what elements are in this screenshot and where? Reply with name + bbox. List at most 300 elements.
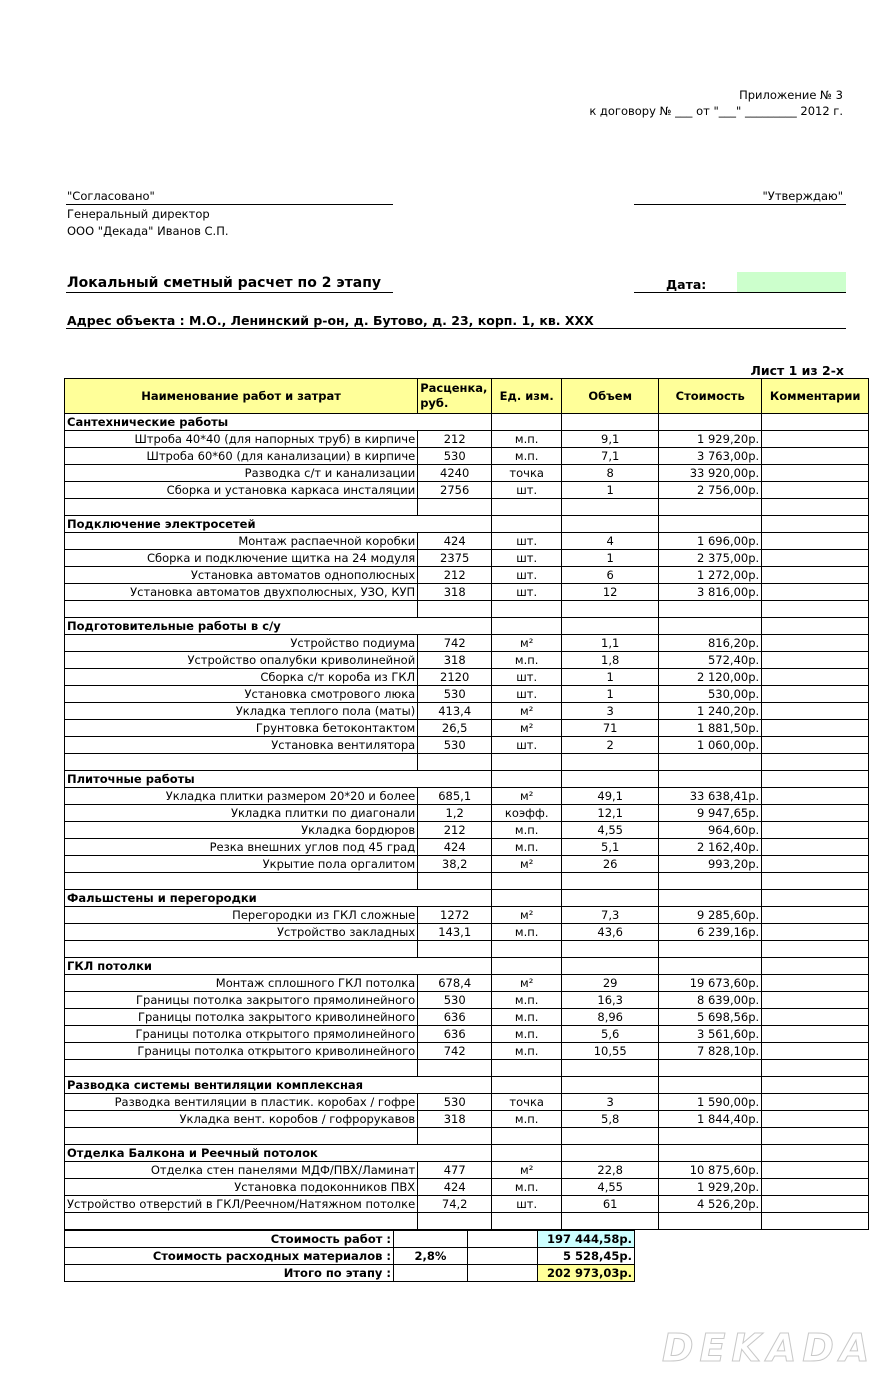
item-unit: шт. bbox=[492, 737, 562, 754]
blank-cell bbox=[65, 754, 418, 771]
section-cell bbox=[762, 958, 869, 975]
blank-cell bbox=[659, 601, 762, 618]
table-row bbox=[65, 788, 869, 805]
table-row bbox=[65, 635, 869, 652]
item-comment bbox=[762, 924, 869, 941]
section-title: Подключение электросетей bbox=[65, 516, 492, 533]
section-cell bbox=[659, 516, 762, 533]
item-cost: 1 060,00р. bbox=[659, 737, 762, 754]
blank-row bbox=[65, 1213, 869, 1230]
item-rate: 685,1 bbox=[418, 788, 492, 805]
item-name: Грунтовка бетоконтактом bbox=[65, 720, 418, 737]
item-unit: коэфф. bbox=[492, 805, 562, 822]
item-comment bbox=[762, 533, 869, 550]
blank-cell bbox=[659, 1213, 762, 1230]
section-cell bbox=[762, 618, 869, 635]
item-rate: 2120 bbox=[418, 669, 492, 686]
section-row bbox=[65, 1077, 869, 1094]
item-name: Границы потолка закрытого прямолинейного bbox=[65, 992, 418, 1009]
section-title: ГКЛ потолки bbox=[65, 958, 492, 975]
item-volume: 29 bbox=[562, 975, 659, 992]
blank-cell bbox=[65, 1128, 418, 1145]
item-cost: 19 673,60р. bbox=[659, 975, 762, 992]
director-name: ООО "Декада" Иванов С.П. bbox=[67, 224, 229, 238]
item-name: Перегородки из ГКЛ сложные bbox=[65, 907, 418, 924]
item-cost: 6 239,16р. bbox=[659, 924, 762, 941]
item-volume: 7,1 bbox=[562, 448, 659, 465]
item-comment bbox=[762, 1009, 869, 1026]
item-unit: шт. bbox=[492, 550, 562, 567]
blank-cell bbox=[762, 873, 869, 890]
item-name: Штроба 60*60 (для канализации) в кирпиче bbox=[65, 448, 418, 465]
section-cell bbox=[492, 618, 562, 635]
item-comment bbox=[762, 448, 869, 465]
table-row bbox=[65, 652, 869, 669]
table-row bbox=[65, 448, 869, 465]
item-cost: 33 920,00р. bbox=[659, 465, 762, 482]
blank-cell bbox=[492, 941, 562, 958]
item-volume: 4 bbox=[562, 533, 659, 550]
column-header-cost: Стоимость bbox=[659, 379, 762, 414]
item-rate: 318 bbox=[418, 652, 492, 669]
section-cell bbox=[562, 771, 659, 788]
item-name: Установка смотрового люка bbox=[65, 686, 418, 703]
blank-cell bbox=[65, 1060, 418, 1077]
item-comment bbox=[762, 431, 869, 448]
table-row bbox=[65, 550, 869, 567]
blank-cell bbox=[762, 499, 869, 516]
item-comment bbox=[762, 465, 869, 482]
item-cost: 2 375,00р. bbox=[659, 550, 762, 567]
item-cost: 2 162,40р. bbox=[659, 839, 762, 856]
table-row bbox=[65, 584, 869, 601]
item-comment bbox=[762, 1043, 869, 1060]
item-rate: 26,5 bbox=[418, 720, 492, 737]
work-cost-value: 197 444,58р. bbox=[538, 1231, 635, 1248]
blank-cell bbox=[418, 499, 492, 516]
item-cost: 3 561,60р. bbox=[659, 1026, 762, 1043]
item-name: Разводка с/т и канализации bbox=[65, 465, 418, 482]
section-cell bbox=[562, 958, 659, 975]
stage-total-label: Итого по этапу : bbox=[65, 1265, 394, 1282]
item-rate: 742 bbox=[418, 1043, 492, 1060]
item-cost: 9 947,65р. bbox=[659, 805, 762, 822]
section-cell bbox=[492, 516, 562, 533]
blank-row bbox=[65, 754, 869, 771]
table-row bbox=[65, 1009, 869, 1026]
item-rate: 318 bbox=[418, 584, 492, 601]
item-rate: 38,2 bbox=[418, 856, 492, 873]
stage-total-row bbox=[65, 1265, 635, 1282]
section-cell bbox=[762, 1077, 869, 1094]
estimate-table bbox=[64, 378, 869, 1230]
item-volume: 1,1 bbox=[562, 635, 659, 652]
section-cell bbox=[562, 1077, 659, 1094]
materials-blank bbox=[468, 1248, 538, 1265]
item-volume: 2 bbox=[562, 737, 659, 754]
section-title: Сантехнические работы bbox=[65, 414, 492, 431]
item-name: Устройство отверстий в ГКЛ/Реечном/Натяжном потолке bbox=[65, 1196, 418, 1213]
item-volume: 16,3 bbox=[562, 992, 659, 1009]
blank-cell bbox=[65, 601, 418, 618]
materials-cost-label: Стоимость расходных материалов : bbox=[65, 1248, 394, 1265]
item-name: Границы потолка закрытого криволинейного bbox=[65, 1009, 418, 1026]
section-row bbox=[65, 414, 869, 431]
item-rate: 424 bbox=[418, 533, 492, 550]
item-rate: 530 bbox=[418, 448, 492, 465]
item-volume: 4,55 bbox=[562, 822, 659, 839]
item-rate: 424 bbox=[418, 839, 492, 856]
table-row bbox=[65, 737, 869, 754]
blank-cell bbox=[562, 1060, 659, 1077]
item-cost: 7 828,10р. bbox=[659, 1043, 762, 1060]
item-name: Установка подоконников ПВХ bbox=[65, 1179, 418, 1196]
table-row bbox=[65, 1196, 869, 1213]
item-cost: 530,00р. bbox=[659, 686, 762, 703]
item-volume: 10,55 bbox=[562, 1043, 659, 1060]
table-row bbox=[65, 1043, 869, 1060]
blank-cell bbox=[762, 1060, 869, 1077]
item-rate: 74,2 bbox=[418, 1196, 492, 1213]
item-unit: шт. bbox=[492, 686, 562, 703]
item-unit: м² bbox=[492, 907, 562, 924]
item-comment bbox=[762, 635, 869, 652]
item-name: Монтаж распаечной коробки bbox=[65, 533, 418, 550]
item-volume: 5,8 bbox=[562, 1111, 659, 1128]
section-cell bbox=[762, 414, 869, 431]
item-name: Границы потолка открытого криволинейного bbox=[65, 1043, 418, 1060]
item-comment bbox=[762, 1111, 869, 1128]
item-unit: м.п. bbox=[492, 431, 562, 448]
item-name: Сборка и подключение щитка на 24 модуля bbox=[65, 550, 418, 567]
section-cell bbox=[659, 1077, 762, 1094]
item-name: Укладка вент. коробов / гофрорукавов bbox=[65, 1111, 418, 1128]
table-row bbox=[65, 805, 869, 822]
section-cell bbox=[492, 890, 562, 907]
work-cost-blank bbox=[394, 1231, 468, 1248]
blank-cell bbox=[418, 941, 492, 958]
blank-cell bbox=[562, 499, 659, 516]
blank-cell bbox=[762, 754, 869, 771]
column-header-volume: Объем bbox=[562, 379, 659, 414]
item-volume: 71 bbox=[562, 720, 659, 737]
item-unit: м.п. bbox=[492, 924, 562, 941]
table-header-row bbox=[65, 379, 869, 414]
item-comment bbox=[762, 1179, 869, 1196]
item-volume: 22,8 bbox=[562, 1162, 659, 1179]
stage-total-blank2 bbox=[468, 1265, 538, 1282]
item-name: Установка автоматов двухполюсных, УЗО, КУП bbox=[65, 584, 418, 601]
section-cell bbox=[659, 414, 762, 431]
item-cost: 33 638,41р. bbox=[659, 788, 762, 805]
item-rate: 424 bbox=[418, 1179, 492, 1196]
blank-cell bbox=[562, 754, 659, 771]
section-title: Разводка системы вентиляции комплексная bbox=[65, 1077, 492, 1094]
table-row bbox=[65, 1111, 869, 1128]
blank-cell bbox=[418, 1213, 492, 1230]
item-name: Резка внешних углов под 45 град bbox=[65, 839, 418, 856]
section-cell bbox=[659, 890, 762, 907]
item-cost: 1 272,00р. bbox=[659, 567, 762, 584]
column-header-rate: Расценка, руб. bbox=[418, 379, 492, 414]
item-rate: 2756 bbox=[418, 482, 492, 499]
contract-reference: к договору № ___ от "___" _________ 2012 г. bbox=[589, 104, 843, 118]
company-logo: DEKADA bbox=[662, 1326, 876, 1370]
item-volume: 4,55 bbox=[562, 1179, 659, 1196]
item-name: Границы потолка открытого прямолинейного bbox=[65, 1026, 418, 1043]
date-field[interactable] bbox=[737, 272, 846, 292]
blank-cell bbox=[762, 601, 869, 618]
section-row bbox=[65, 771, 869, 788]
item-volume: 61 bbox=[562, 1196, 659, 1213]
item-cost: 10 875,60р. bbox=[659, 1162, 762, 1179]
blank-cell bbox=[492, 1213, 562, 1230]
item-comment bbox=[762, 1196, 869, 1213]
item-comment bbox=[762, 805, 869, 822]
column-header-unit: Ед. изм. bbox=[492, 379, 562, 414]
item-comment bbox=[762, 669, 869, 686]
table-row bbox=[65, 669, 869, 686]
item-comment bbox=[762, 839, 869, 856]
work-cost-blank2 bbox=[468, 1231, 538, 1248]
item-name: Отделка стен панелями МДФ/ПВХ/Ламинат bbox=[65, 1162, 418, 1179]
table-row bbox=[65, 720, 869, 737]
table-row bbox=[65, 907, 869, 924]
item-cost: 1 696,00р. bbox=[659, 533, 762, 550]
item-volume: 1 bbox=[562, 669, 659, 686]
blank-cell bbox=[762, 1128, 869, 1145]
agreed-signature-line bbox=[66, 204, 393, 205]
section-row bbox=[65, 958, 869, 975]
section-cell bbox=[562, 516, 659, 533]
item-comment bbox=[762, 703, 869, 720]
table-row bbox=[65, 839, 869, 856]
item-unit: шт. bbox=[492, 567, 562, 584]
totals-table bbox=[64, 1230, 635, 1282]
section-cell bbox=[562, 414, 659, 431]
item-comment bbox=[762, 652, 869, 669]
table-row bbox=[65, 992, 869, 1009]
item-name: Штроба 40*40 (для напорных труб) в кирпиче bbox=[65, 431, 418, 448]
item-unit: шт. bbox=[492, 533, 562, 550]
table-row bbox=[65, 1162, 869, 1179]
date-underline bbox=[634, 292, 846, 293]
section-cell bbox=[562, 618, 659, 635]
materials-cost-value: 5 528,45р. bbox=[538, 1248, 635, 1265]
blank-cell bbox=[659, 754, 762, 771]
section-cell bbox=[562, 1145, 659, 1162]
item-name: Устройство подиума bbox=[65, 635, 418, 652]
item-volume: 3 bbox=[562, 703, 659, 720]
item-cost: 964,60р. bbox=[659, 822, 762, 839]
item-volume: 26 bbox=[562, 856, 659, 873]
item-rate: 1272 bbox=[418, 907, 492, 924]
blank-row bbox=[65, 941, 869, 958]
blank-cell bbox=[65, 941, 418, 958]
blank-row bbox=[65, 499, 869, 516]
blank-row bbox=[65, 601, 869, 618]
blank-cell bbox=[418, 601, 492, 618]
blank-cell bbox=[659, 499, 762, 516]
blank-cell bbox=[659, 1128, 762, 1145]
approve-label: "Утверждаю" bbox=[762, 189, 843, 203]
approve-signature-line bbox=[634, 204, 846, 205]
item-cost: 1 590,00р. bbox=[659, 1094, 762, 1111]
blank-cell bbox=[562, 1213, 659, 1230]
item-rate: 742 bbox=[418, 635, 492, 652]
section-cell bbox=[659, 1145, 762, 1162]
item-rate: 477 bbox=[418, 1162, 492, 1179]
blank-cell bbox=[492, 1128, 562, 1145]
section-cell bbox=[762, 890, 869, 907]
item-rate: 636 bbox=[418, 1026, 492, 1043]
table-row bbox=[65, 567, 869, 584]
item-rate: 530 bbox=[418, 686, 492, 703]
table-row bbox=[65, 1179, 869, 1196]
item-name: Сборка с/т короба из ГКЛ bbox=[65, 669, 418, 686]
stage-total-value: 202 973,03р. bbox=[538, 1265, 635, 1282]
item-cost: 1 881,50р. bbox=[659, 720, 762, 737]
section-cell bbox=[659, 958, 762, 975]
item-volume: 49,1 bbox=[562, 788, 659, 805]
item-rate: 143,1 bbox=[418, 924, 492, 941]
table-row bbox=[65, 975, 869, 992]
item-rate: 678,4 bbox=[418, 975, 492, 992]
item-unit: шт. bbox=[492, 482, 562, 499]
item-name: Укладка плитки размером 20*20 и более bbox=[65, 788, 418, 805]
blank-cell bbox=[492, 499, 562, 516]
section-title: Фальшстены и перегородки bbox=[65, 890, 492, 907]
item-rate: 212 bbox=[418, 567, 492, 584]
item-volume: 5,6 bbox=[562, 1026, 659, 1043]
table-row bbox=[65, 1026, 869, 1043]
item-volume: 1 bbox=[562, 686, 659, 703]
item-cost: 3 763,00р. bbox=[659, 448, 762, 465]
item-volume: 8,96 bbox=[562, 1009, 659, 1026]
table-row bbox=[65, 856, 869, 873]
materials-percent: 2,8% bbox=[394, 1248, 468, 1265]
section-cell bbox=[562, 890, 659, 907]
item-cost: 5 698,56р. bbox=[659, 1009, 762, 1026]
blank-cell bbox=[562, 1128, 659, 1145]
item-comment bbox=[762, 975, 869, 992]
date-label: Дата: bbox=[666, 277, 707, 292]
section-cell bbox=[492, 1077, 562, 1094]
item-unit: м.п. bbox=[492, 839, 562, 856]
table-row bbox=[65, 686, 869, 703]
title-underline bbox=[66, 292, 393, 293]
item-comment bbox=[762, 1026, 869, 1043]
item-volume: 12 bbox=[562, 584, 659, 601]
item-cost: 2 120,00р. bbox=[659, 669, 762, 686]
item-rate: 1,2 bbox=[418, 805, 492, 822]
blank-cell bbox=[659, 1060, 762, 1077]
table-row bbox=[65, 703, 869, 720]
item-comment bbox=[762, 1162, 869, 1179]
item-comment bbox=[762, 1094, 869, 1111]
item-volume: 9,1 bbox=[562, 431, 659, 448]
item-volume: 12,1 bbox=[562, 805, 659, 822]
stage-total-blank bbox=[394, 1265, 468, 1282]
item-rate: 4240 bbox=[418, 465, 492, 482]
item-cost: 1 240,20р. bbox=[659, 703, 762, 720]
item-unit: м.п. bbox=[492, 1026, 562, 1043]
item-name: Установка автоматов однополюсных bbox=[65, 567, 418, 584]
item-unit: м² bbox=[492, 703, 562, 720]
blank-cell bbox=[418, 754, 492, 771]
item-unit: м.п. bbox=[492, 1043, 562, 1060]
item-volume: 3 bbox=[562, 1094, 659, 1111]
blank-cell bbox=[762, 1213, 869, 1230]
item-volume: 1,8 bbox=[562, 652, 659, 669]
section-cell bbox=[762, 771, 869, 788]
item-comment bbox=[762, 550, 869, 567]
item-unit: м² bbox=[492, 856, 562, 873]
item-comment bbox=[762, 686, 869, 703]
item-name: Устройство опалубки криволинейной bbox=[65, 652, 418, 669]
item-rate: 413,4 bbox=[418, 703, 492, 720]
appendix-label: Приложение № 3 bbox=[739, 88, 843, 102]
item-unit: м.п. bbox=[492, 822, 562, 839]
item-name: Укладка плитки по диагонали bbox=[65, 805, 418, 822]
table-row bbox=[65, 431, 869, 448]
blank-cell bbox=[562, 873, 659, 890]
blank-cell bbox=[65, 1213, 418, 1230]
item-unit: м² bbox=[492, 720, 562, 737]
section-title: Подготовительные работы в с/у bbox=[65, 618, 492, 635]
item-unit: м² bbox=[492, 635, 562, 652]
item-unit: м.п. bbox=[492, 1009, 562, 1026]
item-unit: м² bbox=[492, 788, 562, 805]
section-cell bbox=[762, 516, 869, 533]
item-volume: 7,3 bbox=[562, 907, 659, 924]
table-row bbox=[65, 533, 869, 550]
item-volume: 8 bbox=[562, 465, 659, 482]
address-underline bbox=[66, 328, 846, 329]
item-name: Разводка вентиляции в пластик. коробах / гофре bbox=[65, 1094, 418, 1111]
item-rate: 212 bbox=[418, 822, 492, 839]
blank-cell bbox=[659, 873, 762, 890]
item-rate: 318 bbox=[418, 1111, 492, 1128]
item-cost: 1 929,20р. bbox=[659, 431, 762, 448]
item-comment bbox=[762, 788, 869, 805]
section-cell bbox=[492, 1145, 562, 1162]
item-comment bbox=[762, 584, 869, 601]
item-rate: 530 bbox=[418, 737, 492, 754]
item-name: Монтаж сплошного ГКЛ потолка bbox=[65, 975, 418, 992]
section-row bbox=[65, 516, 869, 533]
table-row bbox=[65, 822, 869, 839]
item-unit: точка bbox=[492, 465, 562, 482]
blank-cell bbox=[659, 941, 762, 958]
blank-row bbox=[65, 873, 869, 890]
table-row bbox=[65, 465, 869, 482]
blank-row bbox=[65, 1060, 869, 1077]
item-comment bbox=[762, 737, 869, 754]
section-cell bbox=[492, 414, 562, 431]
blank-cell bbox=[418, 1128, 492, 1145]
section-cell bbox=[659, 771, 762, 788]
section-cell bbox=[492, 771, 562, 788]
table-row bbox=[65, 1094, 869, 1111]
section-cell bbox=[492, 958, 562, 975]
blank-cell bbox=[65, 499, 418, 516]
item-unit: м² bbox=[492, 975, 562, 992]
item-name: Укрытие пола оргалитом bbox=[65, 856, 418, 873]
section-row bbox=[65, 1145, 869, 1162]
work-cost-label: Стоимость работ : bbox=[65, 1231, 394, 1248]
item-unit: шт. bbox=[492, 669, 562, 686]
